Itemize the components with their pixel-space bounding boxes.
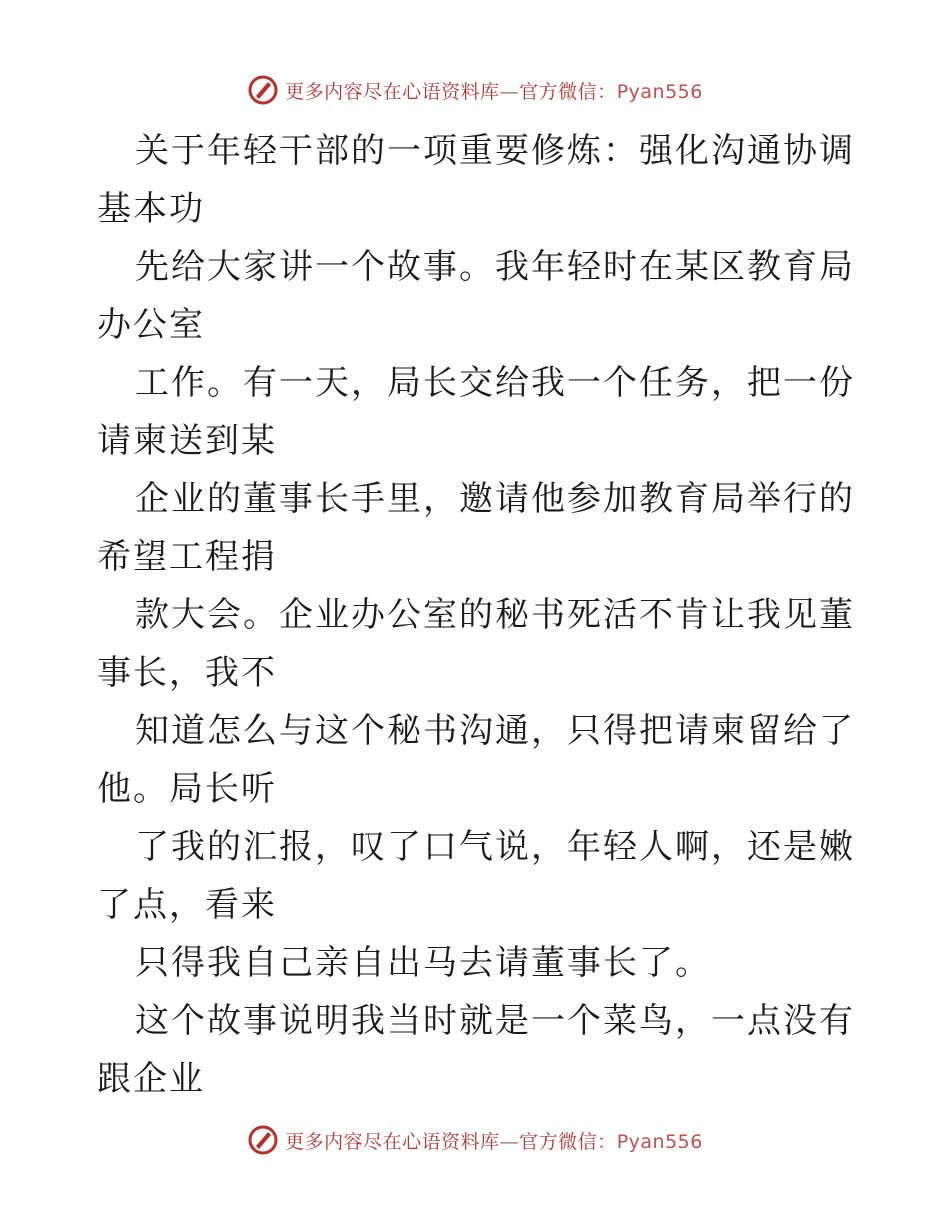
line-9-first: 这个故事说明我当时就是一个菜鸟，一点没有跟 bbox=[97, 1001, 855, 1099]
footer-wechat-id: Pyan556 bbox=[616, 1130, 703, 1153]
line-1-first: 关于年轻干部的一项重要修炼：强化沟通协调基 bbox=[97, 131, 855, 229]
footer-text bbox=[285, 1127, 703, 1154]
line-7-first: 了我的汇报，叹了口气说，年轻人啊，还是嫩了 bbox=[97, 827, 855, 925]
line-4-first: 企业的董事长手里，邀请他参加教育局举行的希 bbox=[97, 479, 855, 577]
line-2-first: 先给大家讲一个故事。我年轻时在某区教育局办 bbox=[97, 247, 855, 345]
line-6-rest: 他。局长听 bbox=[97, 769, 277, 809]
paragraph-9 bbox=[97, 992, 857, 1108]
header-wechat-label: 官方微信： bbox=[519, 80, 617, 103]
paragraph-7 bbox=[97, 818, 857, 934]
footer-banner bbox=[0, 1120, 950, 1160]
line-3-rest: 柬送到某 bbox=[133, 421, 277, 461]
footer-separator: — bbox=[499, 1130, 520, 1153]
header-brand: 更多内容尽在心语资料库 bbox=[285, 80, 500, 103]
header-text bbox=[285, 77, 703, 104]
line-5-rest: 长，我不 bbox=[133, 653, 277, 693]
paragraph-6 bbox=[97, 702, 857, 818]
paragraph-2 bbox=[97, 238, 857, 354]
paragraph-4 bbox=[97, 470, 857, 586]
line-7-rest: 点，看来 bbox=[133, 885, 277, 925]
line-8-first: 只得我自己亲自出马去请董事长了。 bbox=[135, 943, 711, 983]
line-1-rest: 本功 bbox=[133, 189, 205, 229]
paragraph-5 bbox=[97, 586, 857, 702]
line-2-rest: 公室 bbox=[133, 305, 205, 345]
line-5-first: 款大会。企业办公室的秘书死活不肯让我见董事 bbox=[97, 595, 855, 693]
line-6-first: 知道怎么与这个秘书沟通，只得把请柬留给了 bbox=[135, 711, 855, 751]
pen-seal-logo-icon bbox=[247, 74, 279, 106]
header-separator: — bbox=[499, 80, 520, 103]
pen-seal-logo-icon bbox=[247, 1124, 279, 1156]
header-wechat-id: Pyan556 bbox=[616, 80, 703, 103]
header-banner bbox=[0, 70, 950, 110]
document-body bbox=[97, 122, 857, 1108]
line-9-rest: 企业 bbox=[133, 1059, 205, 1099]
paragraph-1 bbox=[97, 122, 857, 238]
footer-wechat-label: 官方微信： bbox=[519, 1130, 617, 1153]
footer-brand: 更多内容尽在心语资料库 bbox=[285, 1130, 500, 1153]
line-3-first: 工作。有一天，局长交给我一个任务，把一份请 bbox=[97, 363, 855, 461]
paragraph-3 bbox=[97, 354, 857, 470]
paragraph-8 bbox=[97, 934, 857, 992]
line-4-rest: 望工程捐 bbox=[133, 537, 277, 577]
